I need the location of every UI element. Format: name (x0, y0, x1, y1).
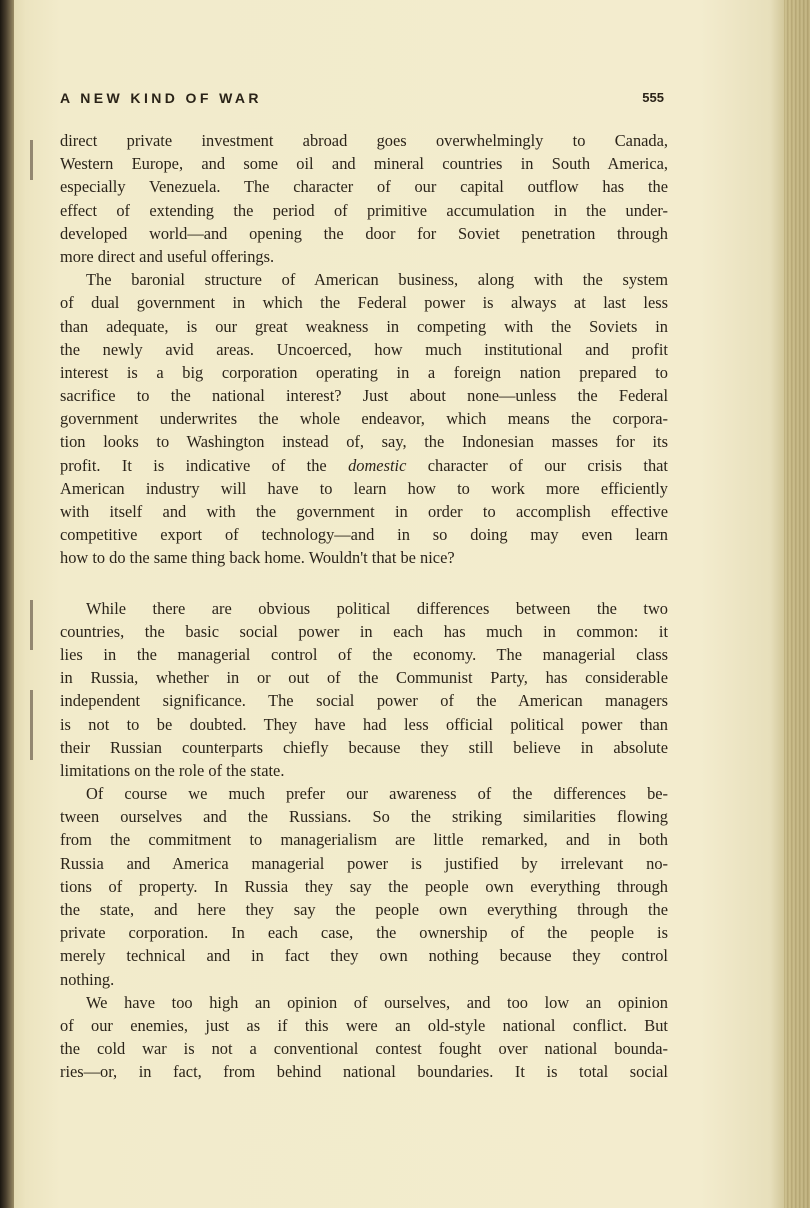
text-line: of our enemies, just as if this were an old-style national conflict. But (60, 1015, 668, 1035)
paragraph (60, 782, 668, 991)
section-break (60, 570, 668, 597)
text-line: with itself and with the government in order to accomplish effective (60, 502, 668, 521)
text-line: Russia and America managerial power is justified by irrelevant no- (60, 853, 668, 873)
page-header (60, 90, 664, 114)
text-line: We have too high an opinion of ourselves, and too low an opinion (86, 992, 668, 1012)
text-line: of dual government in which the Federal power is always at last less (60, 293, 668, 313)
text-line: competitive export of technology—and in so doing may even learn (60, 525, 668, 545)
page-edge-stack (784, 0, 810, 1208)
text-line: While there are obvious political differences between the two (86, 598, 668, 618)
text-segment: character of our crisis that (406, 455, 668, 475)
margin-mark (30, 600, 33, 650)
text-line: especially Venezuela. The character of our capital outflow has the (60, 177, 668, 197)
text-line: American industry will have to learn how to work more efficiently (60, 478, 668, 498)
text-line: their Russian counterparts chiefly because they still believe in absolute (60, 737, 668, 757)
text-line (60, 454, 668, 477)
text-line: tions of property. In Russia they say the people own everything through (60, 876, 668, 896)
text-line: ries—or, in fact, from behind national boundaries. It is total social (60, 1062, 668, 1082)
text-line: the newly avid areas. Uncoerced, how much institutional and profit (60, 339, 668, 359)
text-line: lies in the managerial control of the economy. The managerial class (60, 644, 668, 664)
emphasis-text: domestic (348, 455, 407, 475)
margin-mark (30, 690, 33, 760)
text-line: The baronial structure of American business, along with the system (86, 270, 668, 290)
text-line: limitations on the role of the state. (60, 760, 285, 780)
text-line: tween ourselves and the Russians. So the striking similarities flowing (60, 807, 668, 827)
text-line: merely technical and in fact they own nothing because they control (60, 946, 668, 966)
text-line: how to do the same thing back home. Wouldn't that be nice? (60, 548, 455, 568)
text-line: sacrifice to the national interest? Just about none—unless the Federal (60, 386, 668, 406)
text-line: effect of extending the period of primitive accumulation in the under- (60, 200, 668, 220)
paragraph (60, 991, 668, 1084)
text-line: independent significance. The social power of the American managers (60, 691, 668, 711)
text-line: developed world—and opening the door for Soviet penetration through (60, 223, 668, 243)
text-line: the state, and here they say the people own everything through the (60, 900, 668, 919)
paragraph (60, 268, 668, 569)
text-line: Western Europe, and some oil and mineral countries in South America, (60, 154, 668, 174)
margin-mark (30, 140, 33, 180)
page-number: 555 (642, 90, 664, 105)
text-line: is not to be doubted. They have had less official political power than (60, 714, 668, 734)
text-line: countries, the basic social power in each has much in common: it (60, 621, 668, 641)
text-line: Of course we much prefer our awareness of the differences be- (86, 784, 668, 804)
running-head: A NEW KIND OF WAR (60, 90, 262, 106)
text-line: the cold war is not a conventional contest fought over national bounda- (60, 1039, 668, 1059)
text-line: nothing. (60, 969, 115, 989)
text-line: private corporation. In each case, the ownership of the people is (60, 923, 668, 943)
paragraph (60, 597, 668, 783)
text-line: tion looks to Washington instead of, say, the Indonesian masses for its (60, 432, 668, 452)
page-binding-shadow (0, 0, 14, 1208)
text-line: from the commitment to managerialism are little remarked, and in both (60, 830, 668, 850)
text-line: than adequate, is our great weakness in competing with the Soviets in (60, 316, 668, 336)
text-line: more direct and useful offerings. (60, 246, 275, 266)
page-body (60, 129, 668, 1084)
text-line: in Russia, whether in or out of the Communist Party, has considerable (60, 668, 668, 688)
text-line: interest is a big corporation operating in a foreign nation prepared to (60, 362, 668, 382)
paragraph (60, 129, 668, 268)
text-line: government underwrites the whole endeavor, which means the corpora- (60, 409, 668, 429)
text-line: direct private investment abroad goes overwhelmingly to Canada, (60, 131, 668, 150)
text-segment: profit. It is indicative of the (60, 455, 349, 475)
